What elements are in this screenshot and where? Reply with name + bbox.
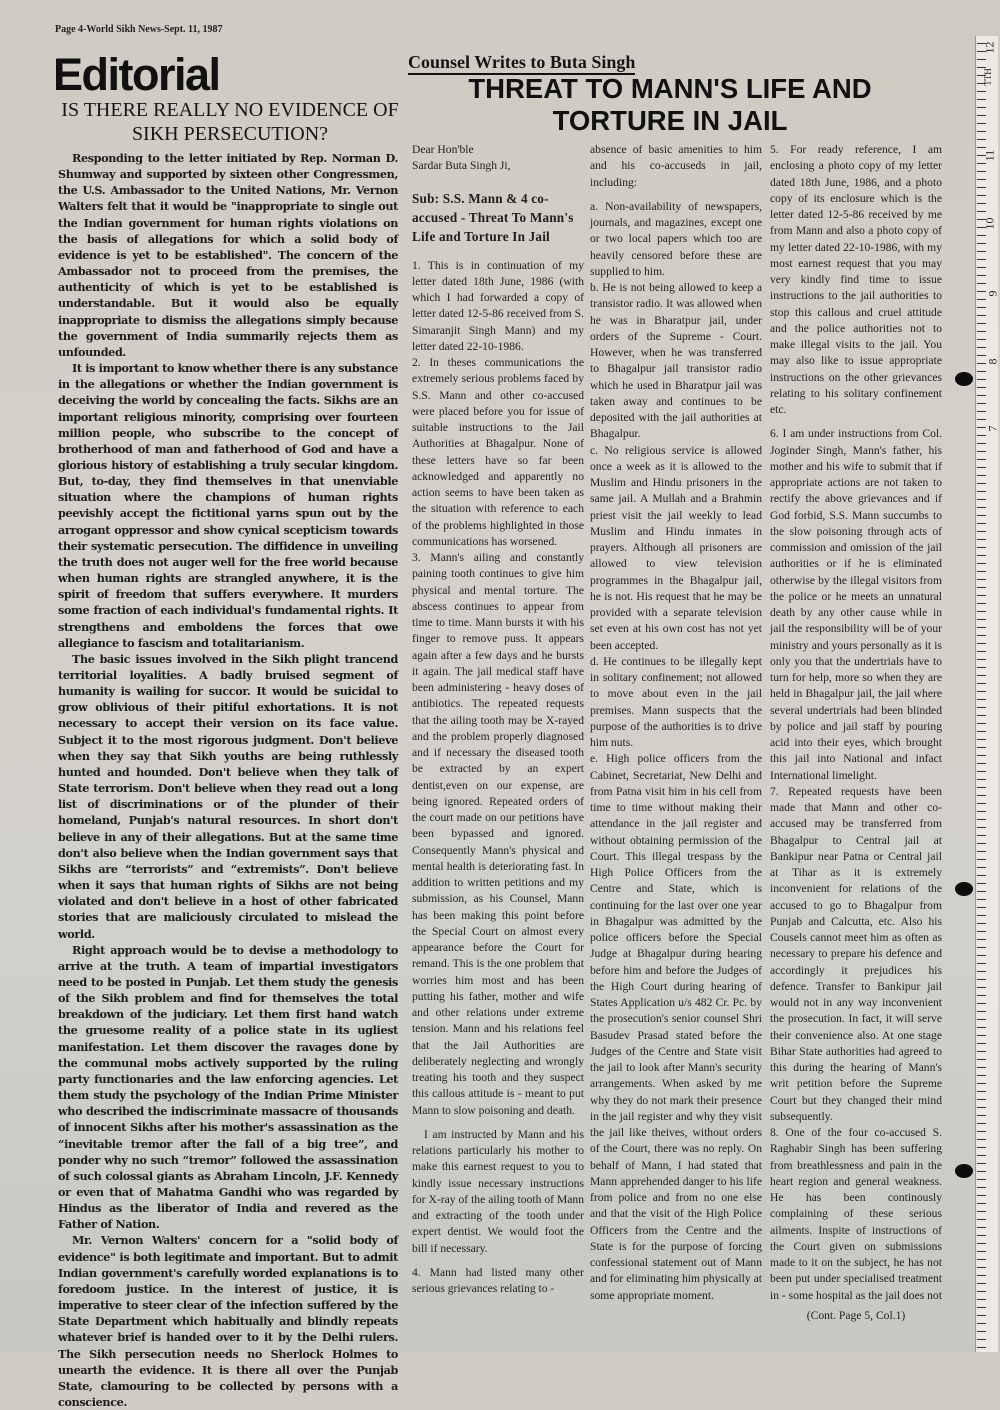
punch-hole xyxy=(955,1164,973,1178)
article-paragraph: 6. I am under instructions from Col. Joginder Singh, Mann's father, his mother and his wife to submit that if appropriate actions are not taken to rectify the above grievances and if God forbid, S.S. Mann succumbs to the slow poisoning through acts of commission and omission of the jail authorities or if he is eliminated otherwise by the illegal visitors from the police or he meets an unnatural death by any other cause while in jail the responsibility will be of your ministry and yours personally as it is only you that the undertrials have to turn for help, more so when they are held in Bhagalpur jail, the jail where several undertrials had been blinded by police and jail staff by pouring acid into their eyes, which brought this jail into National and infact International limelight. xyxy=(770,426,942,784)
ruler-label: TTH xyxy=(982,68,992,86)
article-paragraph: 7. Repeated requests have been made that Mann and other co-accused may be transferred from Bhagalpur to Central jail at Bankipur near Patna or Central jail at Tihar as it is extremely inconvenient for relations of the accused to go to Bhagalpur from Punjab and Calcutta, etc. Also his Cousels cannot meet him as often as necessary to prepare his defence and accordingly it prejudices his defence. Transfer to Bankipur jail would not in any way inconvenient the prosecution. In fact, it will serve their convenience also. At one stage Bihar State authorities had agreed to this during the hearing of Mann's writ petition before the Supreme Court but they changed their mind subsequently. xyxy=(770,784,942,1125)
ruler-number: 9 xyxy=(986,291,1000,297)
editorial-paragraph: Responding to the letter initiated by Rep. Norman D. Shumway and supported by sixteen other Congressmen, the U.S. Ambassador to the United Nations, Mr. Vernon Walters felt that it would be "inappropriate to single out the Indian government for human rights violations on the basis of allegations for which a solid body of evidence is yet to be established". The concern of the Ambassador not to proceed from the premises, the authenticity of which is yet to be established is understandable. But it would also be equally inappropriate to dismiss the allegations simply because the government of India summarily rejects them as unfounded. xyxy=(58,150,398,360)
article-paragraph: 2. In theses communications the extremely serious problems faced by S.S. Mann and other co-accused were placed before you for issue of suitable instructions to the Jail Authorities at Bhagalpur. None of these letters have so far been acknowledged and apparently no action seems to have been taken as the situation with reference to each of the problems highlighted in those communications has worsened. xyxy=(412,355,584,550)
editorial-paragraph: Mr. Vernon Walters' concern for a "solid body of evidence" is both legitimate and important. But to admit Indian government's carefully worded explanations is to foredoom justice. In the interest of justice, it is imperative to steer clear of the infection suffered by the State Department which habitually and blindly repeats whatever brief is handed over to it by the Delhi rulers. The Sikh persecution needs no Sherlock Holmes to unearth the evidence. It is there all over the Punjab State, clamouring to be collected by persons with a conscience. xyxy=(58,1232,398,1410)
article-column-1 xyxy=(412,142,584,1297)
article-column-2 xyxy=(590,142,762,1304)
article-paragraph: 1. This is in continuation of my letter dated 18th June, 1986 (with which I had forwarded a copy of letter dated 12-5-86 received from S. Simaranjit Singh Mann) and my letter dated 22-10-1986. xyxy=(412,258,584,356)
ruler-number: 11 xyxy=(983,150,998,162)
editorial-headline xyxy=(60,98,400,146)
article-paragraph: I am instructed by Mann and his relations particularly his mother to make this earnest request to you to kindly issue necessary instructions for X-ray of the ailing tooth of Mann and extracting of the tooth under expert dentist. We would foot the bill if necessary. xyxy=(412,1127,584,1257)
article-kicker: Counsel Writes to Buta Singh xyxy=(408,52,635,75)
editorial-headline-line-2: SIKH PERSECUTION? xyxy=(60,122,400,146)
ruler-number: 10 xyxy=(983,218,998,230)
section-title-editorial: Editorial xyxy=(53,52,220,97)
salutation-line-2: Sardar Buta Singh Ji, xyxy=(412,158,584,174)
salutation-line-1: Dear Hon'ble xyxy=(412,142,584,158)
article-headline-line-1: THREAT TO MANN'S LIFE AND xyxy=(420,73,920,105)
punch-hole xyxy=(955,372,973,386)
article-paragraph: e. High police officers from the Cabinet, Secretariat, New Delhi and from Patna visit him in his cell from time to time without making their attendance in the jail register and without obtaining permission of the Court. This illegal trespass by the High Police Officers from the Centre and State, which is continuing for the last over one year in Bhagalpur was admitted by the police officers before the Special Judge at Bhagalpur during hearing before him and before the Judges of the High Court during hearing of States Application u/s 482 Cr. Pc. by the prosecution's senior counsel Shri Basudev Prasad stated before the Judges of the Centre and State visit the jail to look after Mann's security arrangements. When asked by me why they do not mark their presence in the jail register and why they visit the jail like theives, without orders of the Court, there was no reply. On behalf of Mann, I had stated that Mann apprehended danger to his life from police and from no one else and that the visit of the High Police Officers from the Centre and the State is for the purpose of forcing confessional statement out of Mann and for eliminating him physically at some appropriate moment. xyxy=(590,751,762,1304)
article-paragraph: a. Non-availability of newspapers, journals, and magazines, except one or two local papers which too are heavily censored before these are supplied to him. xyxy=(590,199,762,280)
article-headline xyxy=(420,73,920,137)
article-headline-line-2: TORTURE IN JAIL xyxy=(420,105,920,137)
article-paragraph: 5. For ready reference, I am enclosing a photo copy of my letter dated 18th June, 1986, and a photo copy of its enclosure which is the letter dated 12-5-86 received by me from Mann and also a photo copy of my letter dated 22-10-1986, with my most earnest request that you may very kindly find time to issue instructions to the jail authorities to stop this callous and cruel attitude and the police authorities not to make illegal visits to the jail. You may also like to issue appropriate instructions on the other grievances relating to his solitary confinement etc. xyxy=(770,142,942,418)
article-paragraph: b. He is not being allowed to keep a transistor radio. It was allowed when he was in Bharatpur jail, under orders of the Supreme - Court. However, when he was transferred to Bhagalpur jail transistor radio which he used in Bharatpur jail was taken away and continues to be deposited with the jail authorities at Bhagalpur. xyxy=(590,280,762,443)
editorial-body xyxy=(58,150,398,1410)
article-column-3 xyxy=(770,142,942,1324)
article-paragraph: c. No religious service is allowed once a week as it is allowed to the Muslim and Hindu prisoners in the same jail. A Mullah and a Brahmin priest visit the jail weekly to lead Muslim and Hindu inmates in prayers. Although all prisoners are allowed to view television programmes in the Bhagalpur jail, he is not. His request that he may be provided with a separate television set even at his own cost has not yet been accepted. xyxy=(590,443,762,654)
article-paragraph: absence of basic amenities to him and his co-accuseds in jail, including: xyxy=(590,142,762,191)
letter-subject: Sub: S.S. Mann & 4 co-accused - Threat To Mann's Life and Torture In Jail xyxy=(412,189,584,246)
editorial-paragraph: It is important to know whether there is any substance in the allegations or whether the Indian government is deceiving the world by concealing the facts. Sikhs are an important religious minority, comprising over fourteen million people, who subscribe to the concept of brotherhood of man and fatherhood of God and have a glorious history of establishing a truly secular kingdom. But, to-day, they find themselves in that unenviable situation where the champions of human rights peevishly accept the fictitional yarns spun out by the arrogant oppressor and show cynical scepticism towards their systematic persecution. The diffidence in unveiling the truth does not auger well for the free world because when human rights are strangled anywhere, it is the spirit of freedom that suffers everywhere. It murders some fraction of each individual's fundamental rights. It strengthens and emboldens the forces that owe allegiance to fascism and totalitarianism. xyxy=(58,360,398,651)
article-paragraph: 3. Mann's ailing and constantly paining tooth continues to give him physical and mental torture. The abscess continues to appear from time to time. Mann bursts it with his finger to remove puss. It appears again after a few days and he bursts it again. The jail medical staff have been administering - heavy doses of antibiotics. The repeated requests that the ailing tooth may be X-rayed and the problem properly diagnosed and if necessary the diseased tooth be extracted by an expert dentist,even on our expense, are being ignored. Repeated orders of the court made on our petitions have been bypassed and ignored. Consequently Mann's physical and mental health is deteriorating fast. In addition to written petitions and my submission, as his Counsel, Mann has been making this point before the Special Court on almost every appearance before the Court for remand. This is the one problem that worries him most and has been putting his father, mother and wife and other relations under extreme tension. Mann and his relations feel that the Jail Authorities are deliberately neglecting and wrongly treating his tooth and they suspect this callous attitude is - meant to put Mann to slow poisoning and death. xyxy=(412,550,584,1119)
measuring-ruler xyxy=(975,36,998,1352)
editorial-paragraph: The basic issues involved in the Sikh plight trancend territorial loyalities. A badly bruised segment of humanity is wailing for succor. It would be suicidal to grow oblivious of their pitiful exhortations. It is not necessary to accept their version on its face value. Subject it to the most rigorous judgment. Don't believe when they say that Sikh youths are being ruthlessly hunted and hounded. Don't believe when they talk of State terrorism. Don't believe when they read out a long list of discriminations or of the plunder of their homeland, Punjab's natural resources. In short don't believe in any of their allegations. But at the same time don't also believe when the Indian government says that Sikhs are “terrorists” and “extremists”. Don't believe when it says that human rights of Sikhs are not being violated and don't believe in a host of other fabricated stories that are maliciously circulated to mislead the world. xyxy=(58,651,398,942)
punch-hole xyxy=(955,882,973,896)
continuation-note: (Cont. Page 5, Col.1) xyxy=(770,1308,942,1324)
article-paragraph: 8. One of the four co-accused S. Raghabir Singh has been suffering from breathlessness and pain in the heart region and general weakness. He has been continously complaining of these serious ailments. Inspite of instructions of the Court given on submissions made to it on the subject, he has not been put under specialised treatment in - some hospital as the jail does not xyxy=(770,1125,942,1304)
ruler-number: 12 xyxy=(983,42,998,54)
editorial-headline-line-1: IS THERE REALLY NO EVIDENCE OF xyxy=(60,98,400,122)
ruler-number: 7 xyxy=(986,426,1000,432)
article-paragraph: d. He continues to be illegally kept in solitary confinement; not allowed to move about even in the jail premises. Mann suspects that the purpose of the authorities is to drive him nuts. xyxy=(590,654,762,752)
article-paragraph: 4. Mann had listed many other serious grievances relating to - xyxy=(412,1265,584,1298)
page-header: Page 4-World Sikh News-Sept. 11, 1987 xyxy=(55,24,223,35)
editorial-paragraph: Right approach would be to devise a methodology to arrive at the truth. A team of impartial investigators need to be posted in Punjab. Let them study the genesis of the Sikh problem and find for themselves the total breakdown of the judiciary. Let them first hand watch the gruesome reality of a police state in its ugliest manifestation. Let them discover the ravages done by the communal mobs actively supported by the ruling party functionaries and the law enforcing agencies. Let them study the psychology of the Indian Prime Minister who described the indiscriminate massacre of thousands of innocent Sikhs after his mother's assassination as the “inevitable tremor after the fall of a big tree”, and ponder why no such “tremor” followed the assassination of such colossal giants as Abraham Lincoln, J.F. Kennedy or even that of Mahatma Gandhi who was regarded by Hindus as the liberator of India and revered as the Father of Nation. xyxy=(58,942,398,1233)
ruler-number: 8 xyxy=(986,359,1000,365)
